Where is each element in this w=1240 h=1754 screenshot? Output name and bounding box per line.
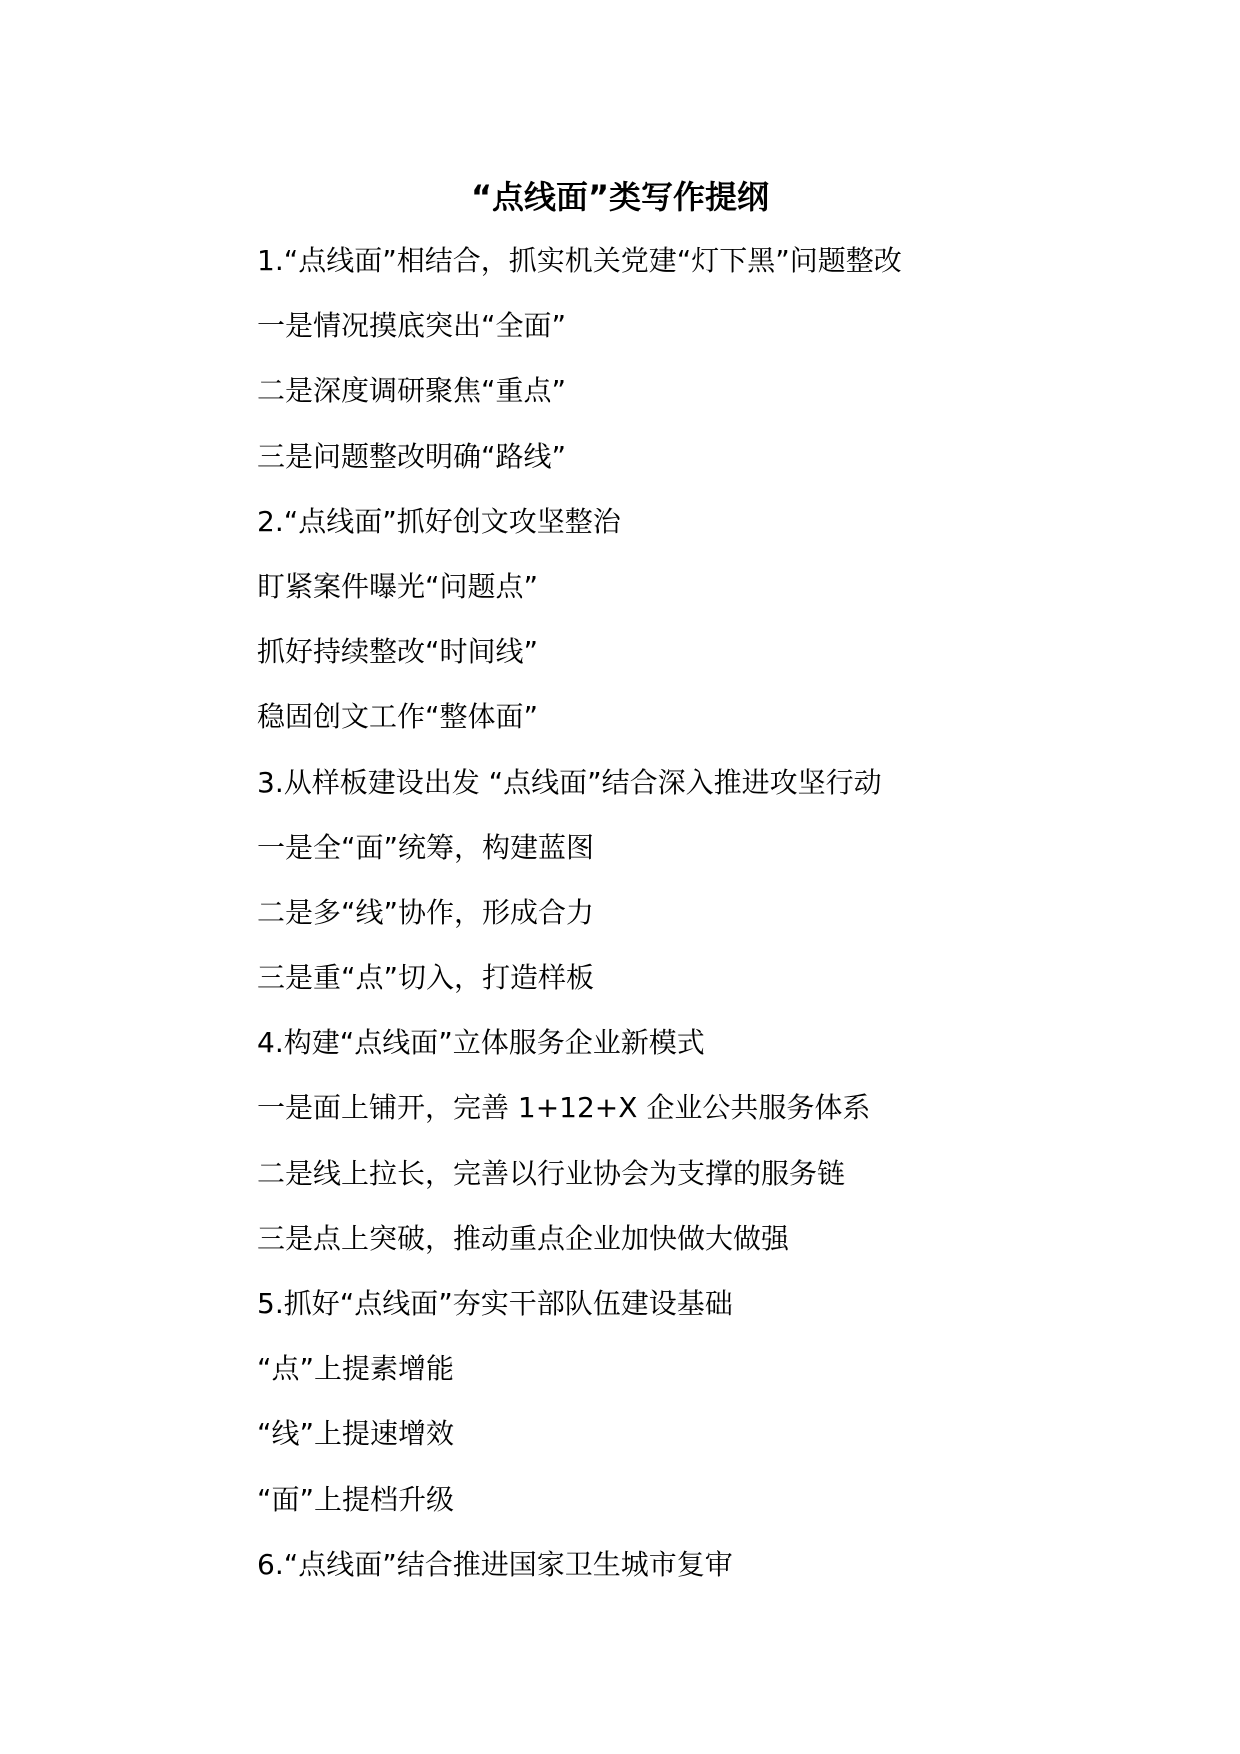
outline-item: 稳固创文工作“整体面” [257, 700, 539, 734]
outline-item: 二是线上拉长，完善以行业协会为支撑的服务链 [257, 1156, 846, 1190]
outline-item: 抓好持续整改“时间线” [257, 635, 539, 669]
outline-item: 三是点上突破，推动重点企业加快做大做强 [257, 1221, 790, 1255]
outline-item: “面”上提档升级 [257, 1482, 455, 1516]
outline-item: 盯紧案件曝光“问题点” [257, 569, 539, 603]
outline-item: “线”上提速增效 [257, 1417, 455, 1451]
outline-item: 三是重“点”切入，打造样板 [257, 961, 595, 995]
outline-item: 一是情况摸底突出“全面” [257, 309, 567, 343]
outline-item: 一是全“面”统筹，构建蓝图 [257, 830, 595, 864]
outline-item: 三是问题整改明确“路线” [257, 439, 567, 473]
outline-item: 二是多“线”协作，形成合力 [257, 895, 595, 929]
outline-heading-5: 5.抓好“点线面”夯实干部队伍建设基础 [257, 1287, 733, 1320]
outline-heading-1: 1.“点线面”相结合，抓实机关党建“灯下黑”问题整改 [257, 244, 902, 277]
outline-heading-4: 4.构建“点线面”立体服务企业新模式 [257, 1026, 705, 1060]
outline-item: 一是面上铺开，完善 1+12+X 企业公共服务体系 [257, 1091, 871, 1125]
outline-list [257, 236, 1177, 1605]
outline-heading-2: 2.“点线面”抓好创文攻坚整治 [257, 504, 621, 538]
outline-item: “点”上提素增能 [257, 1352, 455, 1386]
outline-item: 二是深度调研聚焦“重点” [257, 374, 567, 408]
document-title: “点线面”类写作提纲 [470, 178, 770, 216]
outline-heading-3: 3.从样板建设出发 “点线面”结合深入推进攻坚行动 [257, 765, 882, 799]
outline-heading-6: 6.“点线面”结合推进国家卫生城市复审 [257, 1547, 733, 1581]
